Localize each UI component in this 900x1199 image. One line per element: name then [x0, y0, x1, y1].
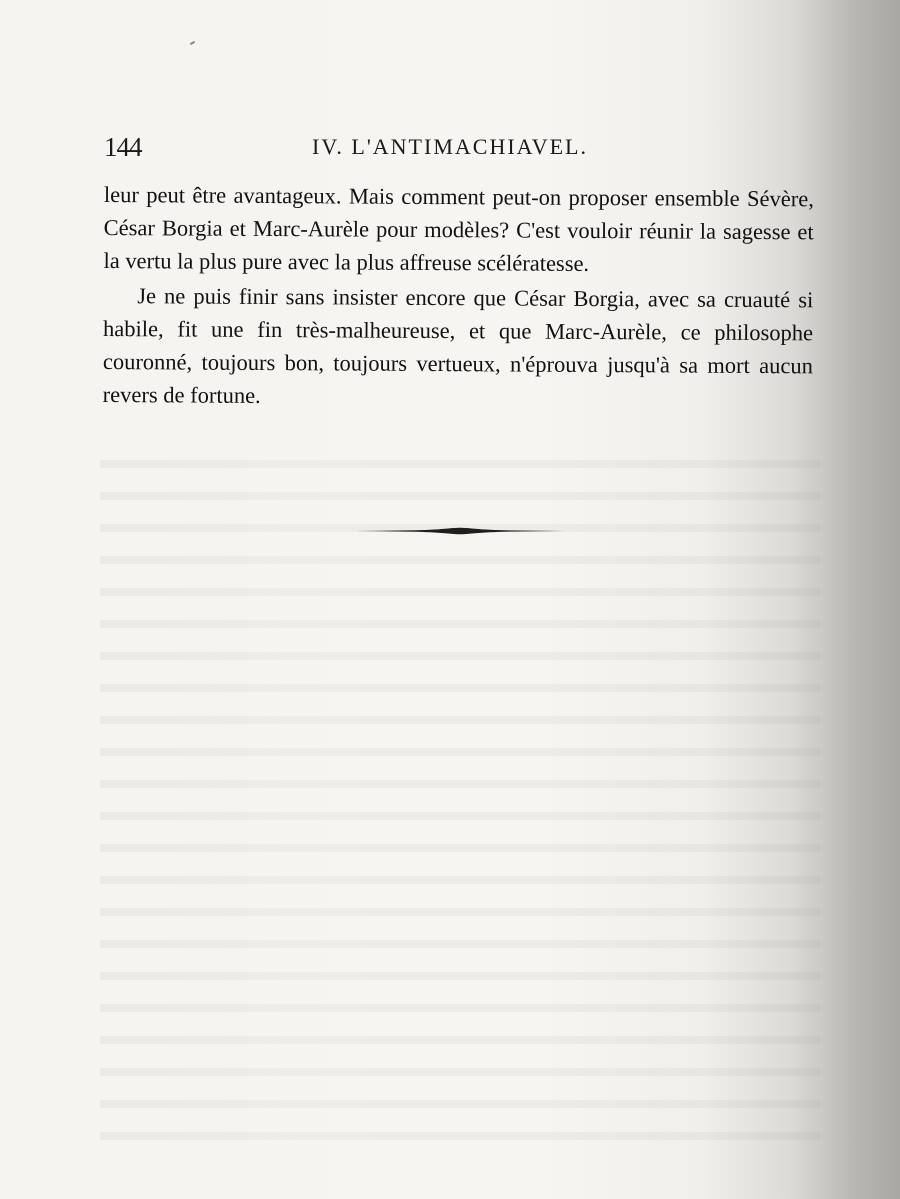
page-header — [104, 132, 814, 168]
running-title: IV. L'ANTIMACHIAVEL. — [312, 134, 588, 159]
paragraph-1: leur peut être avantageux. Mais comment peut-on proposer ensemble Sévère, César Borgia et Marc-Aurèle pour modèles? C'est vouloir réunir la sagesse et la vertu la plus pure avec la plus affreuse scélératesse. — [103, 181, 814, 276]
bleed-through-text — [100, 440, 820, 1140]
page-number: 144 — [104, 132, 142, 162]
tailpiece-ornament-icon — [356, 521, 564, 541]
paper-speck — [190, 41, 195, 45]
paragraph-2: Je ne puis finir sans insister encore que César Borgia, avec sa cruauté si habile, fit une fin très-malheureuse, et que Marc-Aurèle, ce philosophe couronné, toujours bon, toujours vertueux, n'éprouva jusqu'à sa mort aucun revers de fortune. — [102, 283, 814, 408]
body-text — [103, 178, 814, 415]
